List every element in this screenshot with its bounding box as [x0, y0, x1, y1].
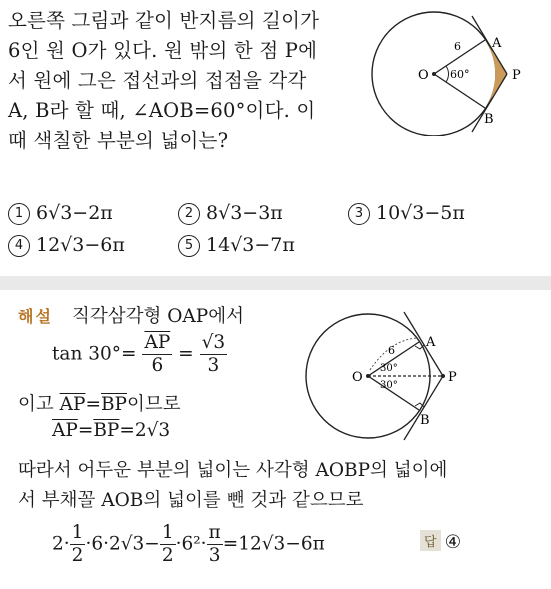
- fraction-numerator: √3: [201, 332, 226, 353]
- question-line: 6인 원 O가 있다. 원 밖의 한 점 P에: [8, 39, 318, 62]
- solution-line-4: [52, 420, 170, 441]
- solution-tag: 해설: [18, 307, 53, 326]
- tan-lhs: tan 30°=: [52, 343, 137, 365]
- fraction-denominator: 3: [207, 355, 220, 376]
- tan-equation: [52, 332, 227, 377]
- solution-intro: 직각삼각형 OAP에서: [72, 306, 244, 327]
- figure-circle-tangents: [366, 6, 546, 136]
- question-line: 때 색칠한 부분의 넓이는?: [8, 129, 229, 152]
- radius-label: 6: [388, 344, 395, 357]
- calc-part: ·6·2√3−: [85, 533, 160, 555]
- angle-label-lower: 30°: [380, 380, 398, 391]
- fraction-numerator: 1: [71, 522, 84, 543]
- label-a: A: [426, 335, 436, 350]
- choice-2[interactable]: [178, 198, 283, 228]
- question-line: 서 원에 그은 접선과의 접점을 각각: [8, 69, 307, 92]
- problem-section: [0, 0, 551, 276]
- segment-bp: $\overline{BP}$: [100, 394, 127, 415]
- solution-line-6: 서 부채꼴 AOB의 넓이를 뺀 것과 같으므로: [18, 490, 364, 511]
- angle-label-upper: 30°: [380, 363, 398, 374]
- solution-line-5: 따라서 어두운 부분의 넓이는 사각형 AOBP의 넓이에: [18, 460, 448, 481]
- label-o: O: [352, 370, 363, 385]
- choice-number: 3: [348, 203, 370, 225]
- question-line: 오른쪽 그림과 같이 반지름의 길이가: [8, 9, 320, 32]
- tangent-pa: [404, 312, 443, 376]
- angle-label: 60°: [450, 68, 470, 81]
- question-line: A, B라 할 때, ∠AOB=60°이다. 이: [8, 99, 316, 122]
- calc-part: 2·: [52, 533, 70, 555]
- angle-arc: [446, 66, 449, 82]
- section-divider: [0, 276, 551, 290]
- segment-ap: $\overline{AP}$: [52, 420, 78, 441]
- text: 이므로: [127, 394, 181, 415]
- fraction-1-over-2: [70, 522, 86, 567]
- fraction-numerator: $\overline{AP}$: [144, 332, 171, 353]
- fraction-numerator: 1: [161, 522, 174, 543]
- calculation: [52, 522, 325, 567]
- choice-1[interactable]: [8, 198, 113, 228]
- choice-text: 8√3−3π: [206, 202, 283, 224]
- fraction-pi-over-3: [207, 522, 223, 567]
- fraction-denominator: 3: [208, 545, 221, 566]
- tangent-pb: [404, 376, 443, 440]
- label-b: B: [484, 112, 494, 127]
- calc-part: ·6²·: [175, 533, 207, 555]
- calc-part: =12√3−6π: [222, 533, 325, 555]
- equals-sign: =: [77, 420, 94, 441]
- choice-3[interactable]: [348, 198, 465, 228]
- fraction-denominator: 6: [151, 355, 164, 376]
- label-p: P: [448, 370, 457, 385]
- choice-text: 14√3−7π: [206, 234, 295, 256]
- choice-number: 5: [178, 235, 200, 257]
- answer-badge: 답: [420, 530, 441, 551]
- choice-text: 10√3−5π: [376, 202, 465, 224]
- choice-number: 2: [178, 203, 200, 225]
- fraction-numerator: π: [208, 522, 221, 543]
- segment-bp: $\overline{BP}$: [93, 420, 120, 441]
- fraction-1-over-2: [160, 522, 176, 567]
- label-b: B: [420, 413, 430, 428]
- choice-text: 6√3−2π: [36, 202, 113, 224]
- label-p: P: [512, 68, 521, 83]
- value: =2√3: [119, 420, 171, 441]
- answer-value: ④: [444, 532, 462, 553]
- center-dot: [366, 374, 370, 378]
- equals-sign: =: [178, 343, 194, 365]
- text: 이고: [18, 394, 60, 415]
- choice-number: 4: [8, 235, 30, 257]
- answer: [420, 530, 461, 553]
- question-text: [8, 6, 353, 156]
- center-dot: [432, 72, 436, 76]
- solution-section: [0, 290, 551, 589]
- label-o: O: [418, 68, 429, 83]
- equals-sign: =: [85, 394, 101, 415]
- fraction-root3-over-3: [200, 332, 228, 377]
- fraction-ap-over-6: [142, 332, 172, 377]
- choice-text: 12√3−6π: [36, 234, 125, 256]
- radius-label: 6: [454, 40, 461, 53]
- choice-4[interactable]: [8, 230, 125, 260]
- label-a: A: [492, 36, 502, 51]
- choice-5[interactable]: [178, 230, 295, 260]
- fraction-denominator: 2: [161, 545, 174, 566]
- choice-number: 1: [8, 203, 30, 225]
- fraction-denominator: 2: [71, 545, 84, 566]
- figure-solution: [300, 290, 470, 450]
- solution-line-3: [18, 390, 181, 416]
- segment-ap: $\overline{AP}$: [59, 394, 86, 415]
- point-p-dot: [441, 374, 445, 378]
